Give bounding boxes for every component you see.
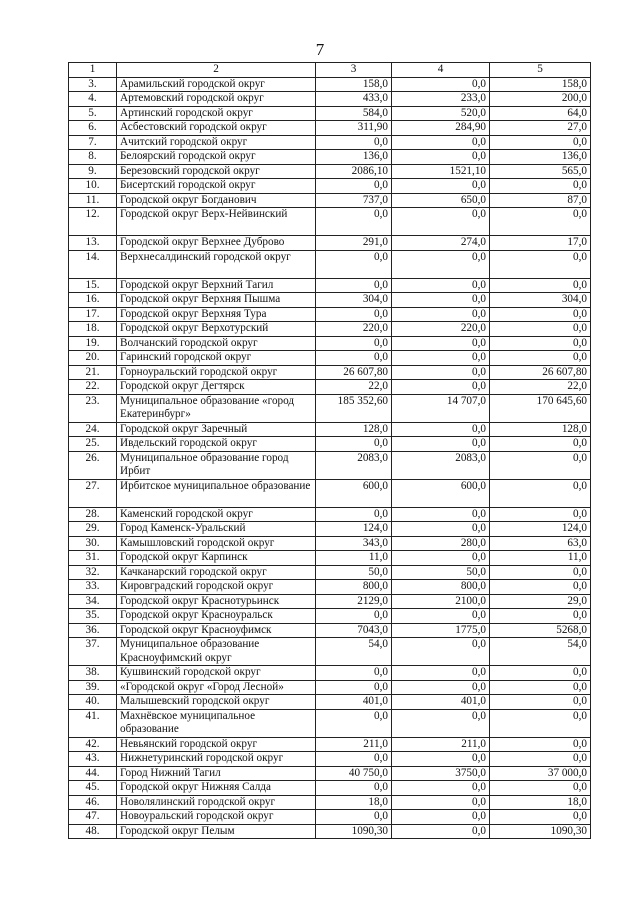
table-row [69,565,591,580]
value-col-4: 220,0 [392,322,490,337]
municipality-name: Гаринский городской округ [117,351,316,366]
value-col-5: 124,0 [490,522,591,537]
table-row [69,164,591,179]
row-number: 19. [69,336,117,351]
value-col-3: 124,0 [316,522,392,537]
table-row [69,609,591,624]
table-row [69,293,591,308]
value-col-5: 0,0 [490,709,591,737]
municipality-name: Городской округ Верх-Нейвинский [117,208,316,236]
value-col-3: 50,0 [316,565,392,580]
table-row [69,380,591,395]
row-number: 44. [69,766,117,781]
value-col-5: 37 000,0 [490,766,591,781]
value-col-5: 304,0 [490,293,591,308]
table-row [69,208,591,236]
municipality-name: Артинский городской округ [117,106,316,121]
row-number: 12. [69,208,117,236]
value-col-4: 0,0 [392,781,490,796]
row-number: 8. [69,150,117,165]
value-col-4: 0,0 [392,208,490,236]
row-number: 22. [69,380,117,395]
value-col-4: 0,0 [392,709,490,737]
table-row [69,752,591,767]
table-row [69,766,591,781]
row-number: 15. [69,278,117,293]
municipality-name: Ивдельский городской округ [117,437,316,452]
table-row [69,737,591,752]
table-row [69,250,591,278]
municipality-name: Артемовский городской округ [117,92,316,107]
value-col-3: 0,0 [316,437,392,452]
value-col-5: 0,0 [490,336,591,351]
municipality-name: Муниципальное образование Красноуфимский округ [117,638,316,666]
table-row [69,236,591,251]
municipality-name: Город Каменск-Уральский [117,522,316,537]
table-row [69,623,591,638]
value-col-4: 0,0 [392,278,490,293]
value-col-4: 1775,0 [392,623,490,638]
table-row [69,365,591,380]
value-col-4: 0,0 [392,638,490,666]
value-col-4: 211,0 [392,737,490,752]
value-col-4: 0,0 [392,752,490,767]
table-body [69,63,591,839]
column-header: 1 [69,63,117,78]
municipality-name: Городской округ Верхняя Пышма [117,293,316,308]
value-col-3: 220,0 [316,322,392,337]
value-col-4: 0,0 [392,507,490,522]
value-col-3: 0,0 [316,336,392,351]
value-col-3: 26 607,80 [316,365,392,380]
value-col-3: 158,0 [316,77,392,92]
table-row [69,680,591,695]
table-row [69,92,591,107]
row-number: 47. [69,810,117,825]
value-col-3: 343,0 [316,536,392,551]
municipality-name: Волчанский городской округ [117,336,316,351]
value-col-4: 280,0 [392,536,490,551]
row-number: 29. [69,522,117,537]
value-col-5: 0,0 [490,479,591,507]
row-number: 45. [69,781,117,796]
value-col-3: 600,0 [316,479,392,507]
table-row [69,522,591,537]
value-col-5: 0,0 [490,752,591,767]
value-col-5: 63,0 [490,536,591,551]
row-number: 27. [69,479,117,507]
value-col-4: 0,0 [392,522,490,537]
table-row [69,307,591,322]
municipality-name: Городской округ Красноуфимск [117,623,316,638]
value-col-3: 22,0 [316,380,392,395]
table-row [69,121,591,136]
value-col-4: 0,0 [392,179,490,194]
value-col-4: 0,0 [392,336,490,351]
value-col-5: 11,0 [490,551,591,566]
municipality-name: Горноуральский городской округ [117,365,316,380]
data-table [68,62,591,839]
value-col-4: 0,0 [392,135,490,150]
municipality-name: Кушвинский городской округ [117,666,316,681]
municipality-name: Кировградский городской округ [117,580,316,595]
value-col-5: 0,0 [490,507,591,522]
municipality-name: Муниципальное образование «город Екатеринбург» [117,394,316,422]
value-col-4: 0,0 [392,810,490,825]
table-row [69,106,591,121]
page-number: 7 [315,40,325,59]
value-col-3: 800,0 [316,580,392,595]
value-col-4: 14 707,0 [392,394,490,422]
value-col-4: 233,0 [392,92,490,107]
value-col-4: 0,0 [392,609,490,624]
value-col-3: 0,0 [316,278,392,293]
table-row [69,594,591,609]
municipality-name: Бисертский городской округ [117,179,316,194]
value-col-5: 5268,0 [490,623,591,638]
value-col-4: 0,0 [392,422,490,437]
value-col-5: 0,0 [490,322,591,337]
row-number: 13. [69,236,117,251]
value-col-5: 0,0 [490,737,591,752]
value-col-4: 0,0 [392,437,490,452]
value-col-5: 0,0 [490,307,591,322]
value-col-3: 211,0 [316,737,392,752]
value-col-3: 304,0 [316,293,392,308]
value-col-3: 185 352,60 [316,394,392,422]
value-col-4: 284,90 [392,121,490,136]
value-col-3: 0,0 [316,351,392,366]
value-col-5: 0,0 [490,208,591,236]
value-col-4: 0,0 [392,795,490,810]
value-col-5: 17,0 [490,236,591,251]
value-col-4: 0,0 [392,680,490,695]
table-row [69,193,591,208]
value-col-5: 64,0 [490,106,591,121]
row-number: 35. [69,609,117,624]
row-number: 24. [69,422,117,437]
value-col-3: 0,0 [316,250,392,278]
municipality-name: Арамильский городской округ [117,77,316,92]
value-col-5: 128,0 [490,422,591,437]
row-number: 37. [69,638,117,666]
value-col-3: 0,0 [316,507,392,522]
value-col-5: 0,0 [490,278,591,293]
value-col-4: 0,0 [392,293,490,308]
value-col-5: 0,0 [490,179,591,194]
table-row [69,810,591,825]
value-col-3: 0,0 [316,666,392,681]
municipality-name: Ирбитское муниципальное образование [117,479,316,507]
municipality-name: Городской округ Верхотурский [117,322,316,337]
row-number: 7. [69,135,117,150]
value-col-3: 18,0 [316,795,392,810]
row-number: 14. [69,250,117,278]
value-col-5: 26 607,80 [490,365,591,380]
table-row [69,709,591,737]
value-col-3: 0,0 [316,752,392,767]
table-row [69,795,591,810]
table-row [69,336,591,351]
value-col-3: 0,0 [316,781,392,796]
table-header-row [69,63,591,78]
table-row [69,394,591,422]
row-number: 46. [69,795,117,810]
value-col-5: 0,0 [490,135,591,150]
value-col-3: 584,0 [316,106,392,121]
row-number: 32. [69,565,117,580]
value-col-4: 0,0 [392,351,490,366]
value-col-5: 136,0 [490,150,591,165]
value-col-4: 50,0 [392,565,490,580]
row-number: 17. [69,307,117,322]
value-col-5: 0,0 [490,695,591,710]
row-number: 30. [69,536,117,551]
table-row [69,322,591,337]
value-col-3: 136,0 [316,150,392,165]
row-number: 48. [69,824,117,839]
table-row [69,479,591,507]
table-row [69,536,591,551]
value-col-4: 0,0 [392,250,490,278]
row-number: 25. [69,437,117,452]
value-col-3: 1090,30 [316,824,392,839]
row-number: 16. [69,293,117,308]
row-number: 10. [69,179,117,194]
row-number: 20. [69,351,117,366]
value-col-4: 2083,0 [392,451,490,479]
row-number: 34. [69,594,117,609]
value-col-5: 0,0 [490,666,591,681]
column-header: 5 [490,63,591,78]
table-row [69,781,591,796]
value-col-3: 291,0 [316,236,392,251]
municipality-name: Белоярский городской округ [117,150,316,165]
value-col-4: 800,0 [392,580,490,595]
row-number: 11. [69,193,117,208]
municipality-name: Городской округ Заречный [117,422,316,437]
row-number: 31. [69,551,117,566]
value-col-4: 0,0 [392,307,490,322]
municipality-name: Городской округ Нижняя Салда [117,781,316,796]
value-col-3: 7043,0 [316,623,392,638]
value-col-4: 0,0 [392,824,490,839]
value-col-4: 650,0 [392,193,490,208]
column-header: 4 [392,63,490,78]
value-col-5: 22,0 [490,380,591,395]
value-col-3: 737,0 [316,193,392,208]
value-col-5: 565,0 [490,164,591,179]
value-col-4: 1521,10 [392,164,490,179]
value-col-5: 0,0 [490,351,591,366]
municipality-name: Нижнетуринский городской округ [117,752,316,767]
table-row [69,695,591,710]
table-row [69,507,591,522]
value-col-3: 128,0 [316,422,392,437]
table-row [69,451,591,479]
value-col-4: 0,0 [392,365,490,380]
row-number: 6. [69,121,117,136]
row-number: 26. [69,451,117,479]
value-col-3: 311,90 [316,121,392,136]
value-col-5: 200,0 [490,92,591,107]
value-col-4: 600,0 [392,479,490,507]
municipality-name: Муниципальное образование город Ирбит [117,451,316,479]
row-number: 28. [69,507,117,522]
value-col-5: 170 645,60 [490,394,591,422]
value-col-4: 0,0 [392,380,490,395]
value-col-5: 18,0 [490,795,591,810]
value-col-3: 0,0 [316,709,392,737]
row-number: 3. [69,77,117,92]
table-row [69,638,591,666]
value-col-5: 0,0 [490,580,591,595]
municipality-name: Верхнесалдинский городской округ [117,250,316,278]
municipality-name: Городской округ Верхний Тагил [117,278,316,293]
value-col-3: 2086,10 [316,164,392,179]
row-number: 40. [69,695,117,710]
row-number: 41. [69,709,117,737]
value-col-4: 520,0 [392,106,490,121]
table-row [69,437,591,452]
municipality-name: Город Нижний Тагил [117,766,316,781]
value-col-5: 0,0 [490,451,591,479]
table-row [69,179,591,194]
municipality-name: Городской округ Верхнее Дуброво [117,236,316,251]
row-number: 9. [69,164,117,179]
row-number: 18. [69,322,117,337]
value-col-5: 0,0 [490,250,591,278]
value-col-3: 54,0 [316,638,392,666]
value-col-5: 0,0 [490,565,591,580]
row-number: 38. [69,666,117,681]
municipality-name: Ачитский городской округ [117,135,316,150]
municipality-name: Невьянский городской округ [117,737,316,752]
value-col-3: 11,0 [316,551,392,566]
municipality-name: Городской округ Пелым [117,824,316,839]
table-row [69,278,591,293]
value-col-4: 2100,0 [392,594,490,609]
value-col-5: 87,0 [490,193,591,208]
table-row [69,77,591,92]
row-number: 33. [69,580,117,595]
table-row [69,135,591,150]
value-col-3: 401,0 [316,695,392,710]
column-header: 3 [316,63,392,78]
value-col-4: 0,0 [392,77,490,92]
row-number: 42. [69,737,117,752]
value-col-3: 40 750,0 [316,766,392,781]
value-col-5: 29,0 [490,594,591,609]
value-col-4: 0,0 [392,150,490,165]
value-col-5: 0,0 [490,680,591,695]
row-number: 23. [69,394,117,422]
municipality-name: Городской округ Краснотурьинск [117,594,316,609]
municipality-name: Асбестовский городской округ [117,121,316,136]
value-col-5: 27,0 [490,121,591,136]
value-col-4: 274,0 [392,236,490,251]
value-col-5: 0,0 [490,437,591,452]
municipality-name: Каменский городской округ [117,507,316,522]
value-col-3: 0,0 [316,609,392,624]
value-col-5: 1090,30 [490,824,591,839]
value-col-4: 0,0 [392,551,490,566]
municipality-name: Городской округ Красноуральск [117,609,316,624]
municipality-name: Камышловский городской округ [117,536,316,551]
table-row [69,666,591,681]
row-number: 36. [69,623,117,638]
value-col-3: 0,0 [316,810,392,825]
municipality-name: Новолялинский городской округ [117,795,316,810]
value-col-3: 433,0 [316,92,392,107]
municipality-name: «Городской округ «Город Лесной» [117,680,316,695]
value-col-3: 0,0 [316,307,392,322]
municipality-name: Городской округ Верхняя Тура [117,307,316,322]
value-col-5: 0,0 [490,810,591,825]
municipality-name: Качканарский городской округ [117,565,316,580]
row-number: 43. [69,752,117,767]
row-number: 39. [69,680,117,695]
row-number: 5. [69,106,117,121]
value-col-4: 3750,0 [392,766,490,781]
municipality-name: Новоуральский городской округ [117,810,316,825]
value-col-3: 0,0 [316,135,392,150]
value-col-3: 2083,0 [316,451,392,479]
municipality-name: Городской округ Дегтярск [117,380,316,395]
value-col-3: 0,0 [316,680,392,695]
table-row [69,351,591,366]
table-row [69,551,591,566]
value-col-5: 0,0 [490,781,591,796]
value-col-3: 2129,0 [316,594,392,609]
table-row [69,824,591,839]
value-col-3: 0,0 [316,208,392,236]
table-row [69,580,591,595]
municipality-name: Городской округ Карпинск [117,551,316,566]
value-col-5: 158,0 [490,77,591,92]
value-col-5: 0,0 [490,609,591,624]
row-number: 21. [69,365,117,380]
municipality-name: Махнёвское муниципальное образование [117,709,316,737]
value-col-5: 54,0 [490,638,591,666]
value-col-4: 401,0 [392,695,490,710]
row-number: 4. [69,92,117,107]
value-col-4: 0,0 [392,666,490,681]
municipality-name: Городской округ Богданович [117,193,316,208]
table-row [69,150,591,165]
municipality-name: Малышевский городской округ [117,695,316,710]
value-col-3: 0,0 [316,179,392,194]
table-row [69,422,591,437]
column-header: 2 [117,63,316,78]
municipality-name: Березовский городской округ [117,164,316,179]
